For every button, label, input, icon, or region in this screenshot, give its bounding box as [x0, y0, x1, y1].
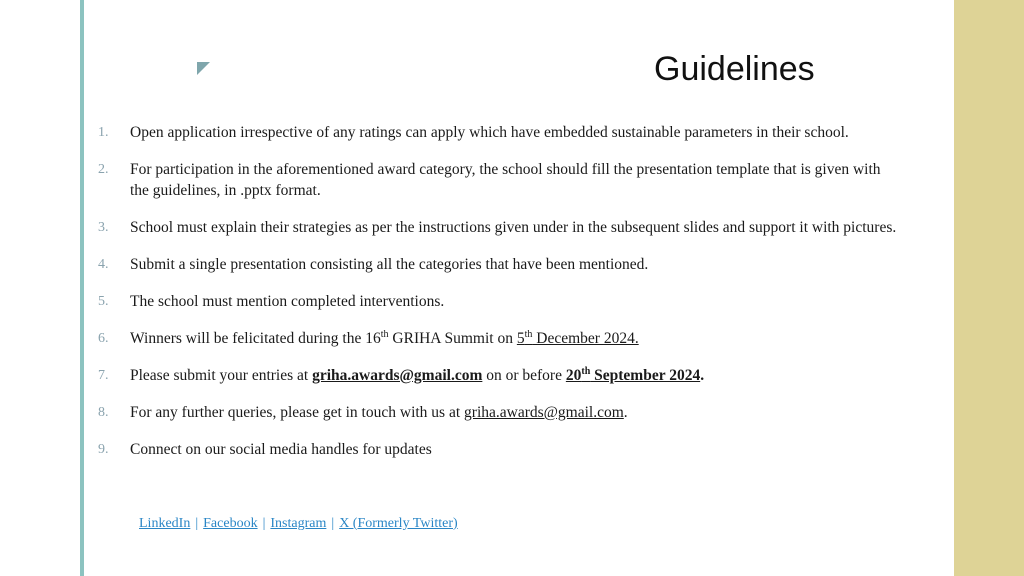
- list-item-3: [98, 217, 898, 238]
- list-text: Submit a single presentation consisting all the categories that have been mentioned.: [130, 256, 649, 273]
- text-segment: .: [623, 404, 628, 421]
- list-text: [130, 402, 898, 423]
- list-item-7: [98, 365, 898, 386]
- email-link[interactable]: griha.awards@gmail.com: [312, 367, 483, 384]
- list-item-4: [98, 254, 898, 275]
- email-link[interactable]: griha.awards@gmail.com: [464, 404, 624, 421]
- list-number: 7.: [98, 368, 109, 383]
- separator: |: [262, 516, 266, 531]
- text-segment: .: [700, 367, 705, 384]
- facebook-link[interactable]: Facebook: [203, 516, 258, 531]
- slide-title: Guidelines: [654, 50, 815, 88]
- separator: |: [195, 516, 199, 531]
- text-segment: Please submit your entries at: [130, 367, 313, 384]
- date-rest: December 2024.: [532, 330, 639, 347]
- list-item-8: [98, 402, 898, 423]
- list-number: 8.: [98, 405, 109, 420]
- list-text: The school must mention completed interventions.: [130, 293, 445, 310]
- date-rest: September 2024: [590, 367, 701, 384]
- deadline-date: [566, 367, 700, 384]
- list-number: 4.: [98, 257, 109, 272]
- list-item-5: [98, 291, 898, 312]
- date-day: 5: [516, 330, 525, 347]
- linkedin-link[interactable]: LinkedIn: [139, 516, 191, 531]
- list-item-6: [98, 328, 898, 349]
- list-number: 3.: [98, 220, 109, 235]
- list-item-2: [98, 159, 898, 201]
- list-number: 1.: [98, 125, 109, 140]
- list-item-9: [98, 439, 898, 460]
- superscript: th: [380, 328, 389, 340]
- list-number: 5.: [98, 294, 109, 309]
- list-text: [130, 365, 898, 386]
- separator: |: [331, 516, 335, 531]
- superscript: th: [581, 365, 591, 377]
- x-twitter-link[interactable]: X (Formerly Twitter): [339, 516, 458, 531]
- summit-date: [517, 330, 639, 347]
- list-text: [130, 328, 898, 349]
- guidelines-list: [98, 122, 898, 476]
- instagram-link[interactable]: Instagram: [270, 516, 327, 531]
- list-number: 2.: [98, 162, 109, 177]
- list-text: Open application irrespective of any ratings can apply which have embedded sustainable parameters in their school.: [130, 124, 849, 141]
- social-links: [139, 516, 458, 532]
- list-text: Connect on our social media handles for updates: [130, 441, 432, 458]
- date-day: 20: [565, 367, 582, 384]
- corner-triangle-icon: [197, 62, 210, 75]
- list-text: School must explain their strategies as per the instructions given under in the subsequent slides and support it with pictures.: [130, 219, 897, 236]
- left-accent-rule: [80, 0, 84, 576]
- list-item-1: [98, 122, 898, 143]
- text-segment: Winners will be felicitated during the 16: [130, 330, 381, 347]
- text-segment: on or before: [482, 367, 566, 384]
- superscript: th: [524, 328, 533, 340]
- right-accent-band: [954, 0, 1024, 576]
- list-number: 9.: [98, 442, 109, 457]
- list-text: For participation in the aforementioned award category, the school should fill the presentation template that is given with the guidelines, in .pptx format.: [130, 161, 881, 199]
- text-segment: GRIHA Summit on: [388, 330, 517, 347]
- text-segment: For any further queries, please get in touch with us at: [130, 404, 465, 421]
- list-number: 6.: [98, 331, 109, 346]
